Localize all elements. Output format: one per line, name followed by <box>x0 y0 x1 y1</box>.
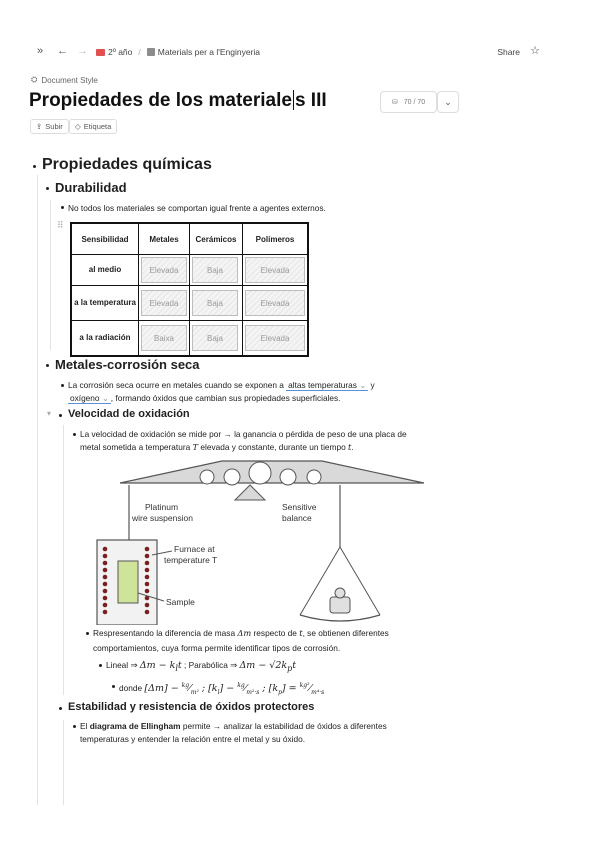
table-cell: Elevada <box>245 257 305 283</box>
table-header: Metales <box>139 223 190 255</box>
breadcrumb <box>96 47 260 57</box>
table-row <box>71 286 308 321</box>
math-T: T <box>192 442 199 452</box>
table-row <box>71 255 308 286</box>
page-icon <box>147 48 155 56</box>
page-title[interactable] <box>29 90 327 112</box>
label-furnace: Furnace at <box>174 544 215 554</box>
bullet <box>59 707 62 710</box>
math-sub: p <box>287 663 293 673</box>
table-cell: Elevada <box>141 257 187 283</box>
label-sensitive: Sensitive <box>282 502 317 512</box>
beam-hole <box>249 462 271 484</box>
math-t: t <box>348 442 352 452</box>
math-part: t <box>177 660 182 671</box>
top-bar <box>0 40 600 64</box>
bullet <box>33 165 36 168</box>
arrow-right-icon: → <box>212 721 224 731</box>
chip-label: altas temperaturas <box>288 380 357 390</box>
row-label: al medio <box>71 255 139 286</box>
text-span: La corrosión seca ocurre en metales cuando se exponen a <box>68 380 284 390</box>
donde-line <box>119 679 324 700</box>
indent-guide <box>63 720 64 805</box>
chevron-down-icon: ⌄ <box>359 380 367 390</box>
table-header: Polímeros <box>243 223 309 255</box>
tag-button[interactable] <box>69 119 117 134</box>
page-title-text-a: Propiedades de los materiale <box>29 90 292 111</box>
text-span: y <box>370 380 375 390</box>
upload-label: Subir <box>45 122 63 131</box>
text-span: , se obtienen diferentes <box>302 628 389 638</box>
label-balance: balance <box>282 513 312 523</box>
bullet <box>86 632 89 635</box>
breadcrumb-separator: / <box>138 47 141 57</box>
table-header: Sensibilidad <box>71 223 139 255</box>
weight-knob <box>335 588 345 598</box>
heading-estabilidad: Estabilidad y resistencia de óxidos protectores <box>68 701 315 713</box>
bullet <box>73 725 76 728</box>
row-label: a la temperatura <box>71 286 139 321</box>
label-platinum: Platinum <box>145 502 179 512</box>
table-cell: Baja <box>192 290 238 316</box>
folder-icon <box>96 49 105 56</box>
text-span: analizar la estabilidad de óxidos a diferentes <box>223 721 387 731</box>
durabilidad-text: No todos los materiales se comportan igual frente a agentes externos. <box>68 203 326 213</box>
label-temperature: temperature T <box>164 555 218 565</box>
row-label: a la radiación <box>71 321 139 357</box>
weight <box>330 597 350 613</box>
table-header-row <box>71 223 308 255</box>
drag-handle-icon[interactable]: ⠿ <box>57 220 64 230</box>
document-style[interactable] <box>31 75 98 85</box>
heading-durabilidad: Durabilidad <box>55 180 127 195</box>
share-button[interactable]: Share <box>497 47 520 57</box>
style-icon: ⛭ <box>31 75 38 84</box>
heading-velocidad-oxidacion: Velocidad de oxidación <box>68 408 190 420</box>
balance-pan <box>300 615 380 621</box>
word-counter[interactable] <box>380 91 437 113</box>
document-style-label: Document Style <box>41 75 98 85</box>
ellingham-line-1 <box>80 719 387 733</box>
text-span: La velocidad de oxidación se mide por <box>80 429 222 439</box>
heading-corrosion-seca: Metales-corrosión seca <box>55 357 200 372</box>
beam-hole <box>224 469 240 485</box>
bullet <box>61 384 64 387</box>
collapse-toggle-icon[interactable]: ▾ <box>47 409 52 418</box>
table-cell: Elevada <box>245 325 305 351</box>
corrosion-line-1 <box>68 378 375 392</box>
representando-line-1 <box>93 626 389 640</box>
beam-hole <box>307 470 321 484</box>
velocidad-line-1 <box>80 427 407 441</box>
link-chip-oxigeno[interactable] <box>68 393 111 404</box>
link-chip-altas-temperaturas[interactable] <box>286 380 368 391</box>
label-sample: Sample <box>166 597 195 607</box>
chevron-down-icon: ⌄ <box>101 393 109 403</box>
math-sub: l <box>175 663 178 673</box>
tag-label: Etiqueta <box>83 122 112 131</box>
table-header: Cerámicos <box>190 223 243 255</box>
text-span: respecto de <box>253 628 297 638</box>
table-cell: Elevada <box>141 290 187 316</box>
text-span: donde <box>119 683 143 694</box>
star-icon[interactable]: ☆ <box>530 45 540 57</box>
bullet <box>73 433 76 436</box>
text-cursor <box>293 90 294 110</box>
chip-label: oxígeno <box>70 393 100 403</box>
text-span: Lineal <box>106 660 129 670</box>
text-span: Respresentando la diferencia de masa <box>93 628 236 638</box>
arrow-right-icon: ⇒ <box>230 660 240 670</box>
tag-icon: ◇ <box>75 122 81 131</box>
lineal-parabolica-line <box>106 658 296 676</box>
math-units: $[\Delta m] - ^{kg}⁄_{m^2}$ ; $[k_l]$ − $^{kg}⁄_{m^2\cdot s}$ ; $[k_p]$ = $^{kg^2}⁄_{m^4\cdot s}$ <box>144 682 325 697</box>
indent-guide <box>63 425 64 695</box>
bullet <box>99 664 102 667</box>
text-span: . <box>351 442 354 452</box>
table-cell: Baixa <box>141 325 187 351</box>
bullet <box>59 414 62 417</box>
text-span: elevada y constante, durante un tiempo <box>200 442 346 452</box>
expand-sidebar-icon[interactable]: » <box>37 45 44 57</box>
representando-line-2: comportamientos, cuya forma permite identificar tipos de corrosión. <box>93 643 341 653</box>
chevron-down-icon[interactable]: ⌄ <box>437 91 459 113</box>
text-bold: diagrama de Ellingham <box>89 721 181 731</box>
counter-value: 70 / 70 <box>403 98 426 106</box>
text-span: ; Parabólica <box>184 660 228 670</box>
balance-beam <box>120 461 424 483</box>
corrosion-line-2 <box>68 391 340 405</box>
text-span: metal sometida a temperatura <box>80 442 191 452</box>
math-part: Δm − k <box>139 660 176 671</box>
table-cell: Baja <box>192 325 238 351</box>
fulcrum <box>235 485 265 500</box>
arrow-right-icon: ⇒ <box>130 660 140 670</box>
page-title-text-b: s III <box>294 90 327 111</box>
table-row <box>71 321 308 357</box>
text-span: permite <box>182 721 211 731</box>
label-wire-suspension: wire suspension <box>132 513 193 523</box>
sample-plate <box>118 561 138 603</box>
indent-guide <box>50 200 51 350</box>
upload-button[interactable] <box>30 119 69 134</box>
bullet <box>46 187 49 190</box>
velocidad-line-2 <box>80 440 354 454</box>
oxidation-balance-figure <box>92 455 452 625</box>
text-span: la ganancia o pérdida de peso de una placa de <box>234 429 407 439</box>
table-cell: Baja <box>192 257 238 283</box>
beam-hole <box>280 469 296 485</box>
sensitivity-table <box>70 222 309 357</box>
math-t: t <box>299 628 303 638</box>
math-part: Δm − √2k <box>239 660 288 671</box>
back-arrow-icon[interactable]: ← <box>57 45 68 57</box>
math-part: t <box>292 660 297 671</box>
breadcrumb-item-course[interactable]: Materials per a l'Enginyeria <box>157 47 261 57</box>
arrow-right-icon: → <box>223 429 235 439</box>
breadcrumb-item-year[interactable]: 2º año <box>108 47 133 57</box>
bullet <box>112 685 115 688</box>
ellingham-line-2: temperaturas y entender la relación entre el metal y su óxido. <box>80 734 306 744</box>
text-span: , formando óxidos que cambian sus propiedades superficiales. <box>110 393 341 403</box>
heading-propiedades-quimicas: Propiedades químicas <box>42 156 212 173</box>
beam-hole <box>200 470 214 484</box>
table-cell: Elevada <box>245 290 305 316</box>
bullet <box>61 206 64 209</box>
math-parabolica <box>239 660 296 671</box>
math-lineal <box>140 660 182 671</box>
bullet <box>46 364 49 367</box>
math-delta-m: Δm <box>237 628 252 638</box>
forward-arrow-icon[interactable]: → <box>77 45 88 57</box>
indent-guide <box>37 175 38 805</box>
text-span: El <box>80 721 88 731</box>
counter-icon: ⛁ <box>391 99 398 106</box>
upload-icon: ⇪ <box>36 122 43 131</box>
